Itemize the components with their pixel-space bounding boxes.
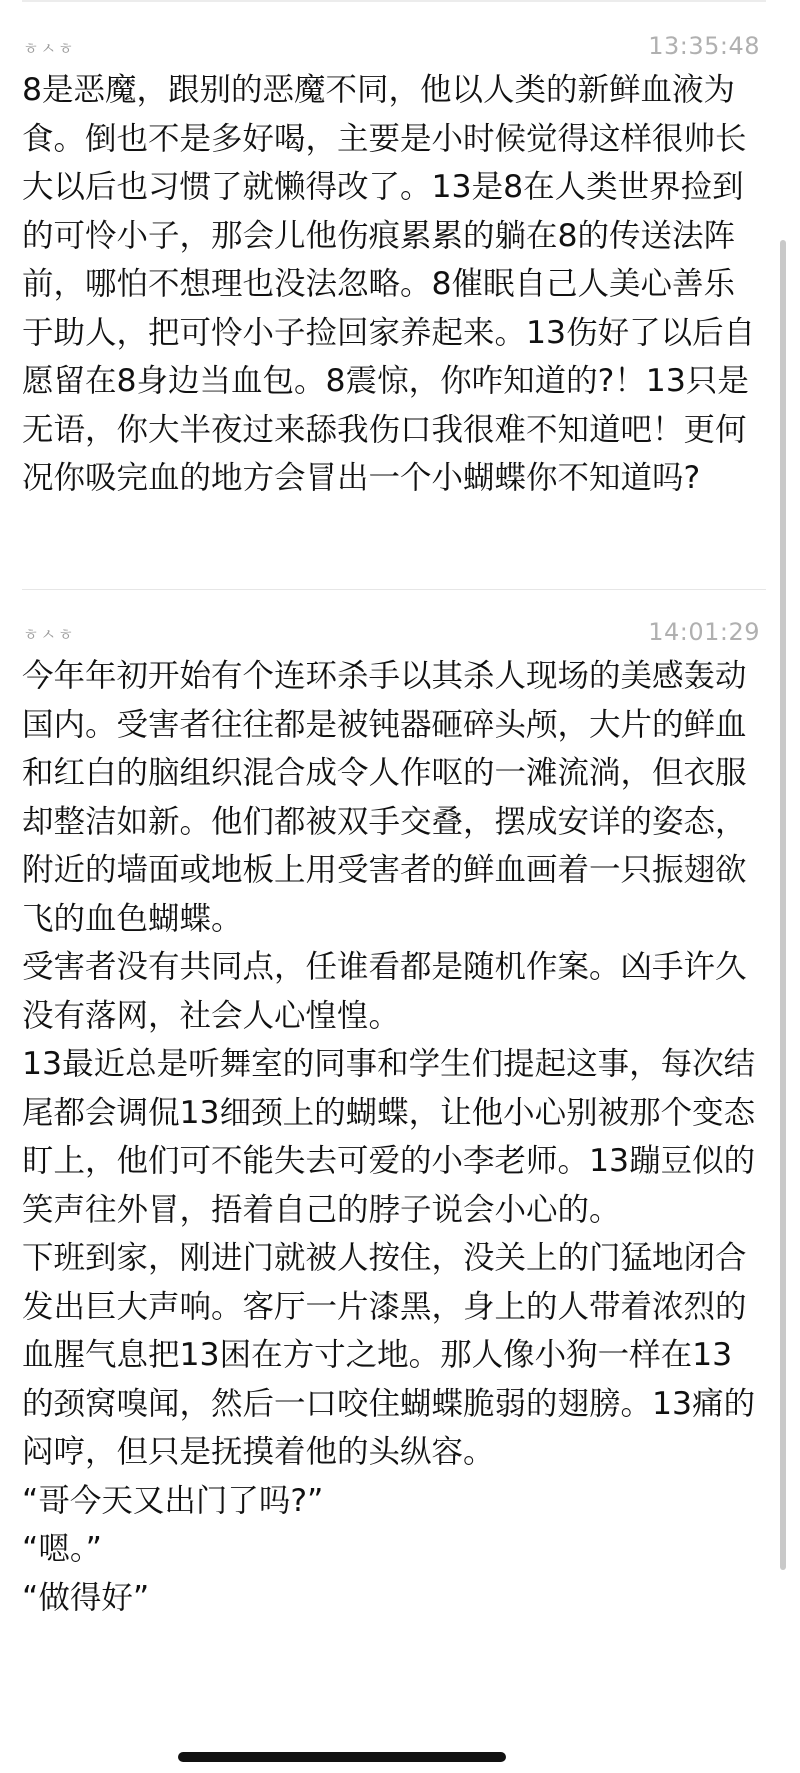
note-header: [0, 26, 800, 66]
quote-line: “哥今天又出门了吗?”: [22, 1482, 324, 1519]
timestamp: 13:35:48: [648, 32, 760, 60]
quote-line: “嗯。”: [22, 1531, 102, 1567]
paragraph: 8是恶魔，跟别的恶魔不同，他以人类的新鲜血液为食。倒也不是多好喝，主要是小时候觉得这样很帅长大以后也习惯了就懒得改了。13是8在人类世界捡到的可怜小子，那会儿他伤痕累累的躺在8的传送法阵前，哪怕不想理也没法忽略。8催眠自己人美心善乐于助人，把可怜小子捡回家养起来。13伤好了以后自愿留在8身边当血包。8震惊，你咋知道的?！13只是无语，你大半夜过来舔我伤口我很难不知道吧！更何况你吸完血的地方会冒出一个小蝴蝶你不知道吗?: [22, 72, 756, 496]
entry-divider: [22, 589, 766, 590]
paragraph: 下班到家，刚进门就被人按住，没关上的门猛地闭合发出巨大声响。客厅一片漆黑，身上的人带着浓烈的血腥气息把13困在方寸之地。那人像小狗一样在13的颈窝嗅闻，然后一口咬住蝴蝶脆弱的翅膀。13痛的闷哼，但只是抚摸着他的头纵容。: [22, 1240, 756, 1470]
note-body: [22, 66, 762, 503]
note-entry-1[interactable]: [0, 26, 800, 503]
timestamp: 14:01:29: [648, 618, 760, 646]
paragraph: 今年年初开始有个连环杀手以其杀人现场的美感轰动国内。受害者往往都是被钝器砸碎头颅，大片的鲜血和红白的脑组织混合成令人作呕的一滩流淌，但衣服却整洁如新。他们都被双手交叠，摆成安详的姿态，附近的墙面或地板上用受害者的鲜血画着一只振翅欲飞的血色蝴蝶。: [22, 658, 747, 937]
author-name: ㅎㅅㅎ: [23, 625, 76, 644]
note-body: [22, 652, 762, 1622]
top-divider: [22, 0, 766, 2]
note-entry-2[interactable]: [0, 612, 800, 1622]
paragraph: 13最近总是听舞室的同事和学生们提起这事，每次结尾都会调侃13细颈上的蝴蝶，让他小心别被那个变态盯上，他们可不能失去可爱的小李老师。13蹦豆似的笑声往外冒，捂着自己的脖子说会小心的。: [22, 1046, 756, 1228]
quote-line: “做得好”: [22, 1579, 150, 1616]
note-header: [0, 612, 800, 652]
paragraph: 受害者没有共同点，任谁看都是随机作案。凶手许久没有落网，社会人心惶惶。: [22, 949, 747, 1034]
author-name: ㅎㅅㅎ: [23, 39, 76, 58]
vertical-scrollbar[interactable]: [780, 240, 786, 1570]
home-indicator[interactable]: [178, 1752, 506, 1762]
